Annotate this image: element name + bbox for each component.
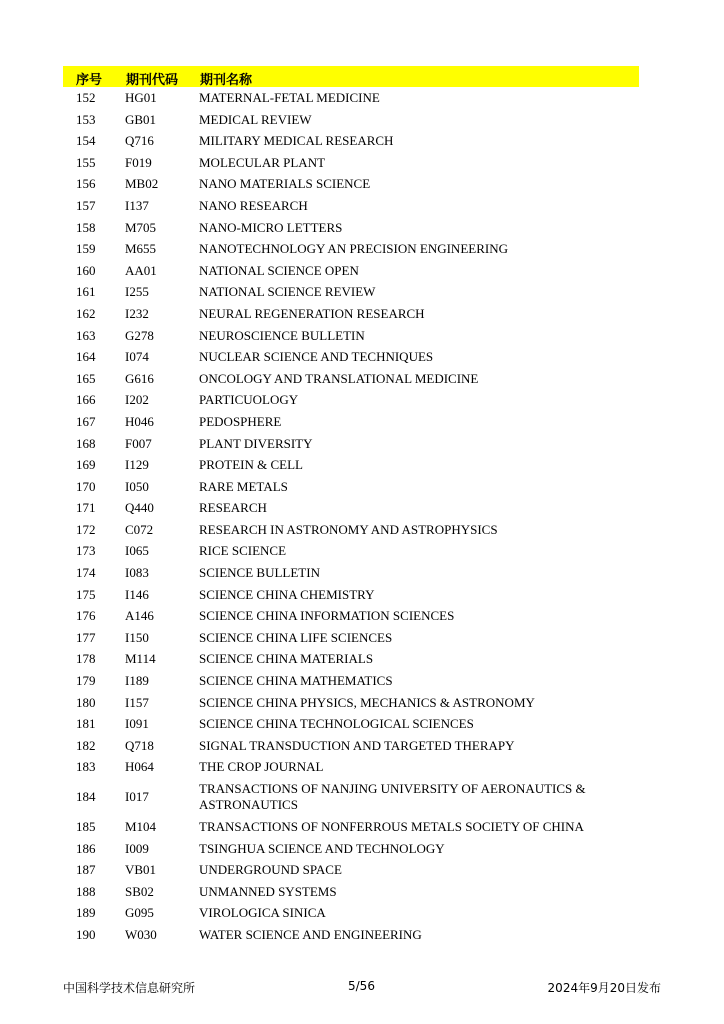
journal-name: SCIENCE CHINA MATERIALS — [199, 651, 374, 667]
page-footer — [63, 979, 661, 997]
row-number: 161 — [76, 284, 96, 300]
journal-name: TRANSACTIONS OF NONFERROUS METALS SOCIETY OF CHINA — [199, 819, 584, 834]
row-number: 177 — [76, 629, 96, 645]
table-row — [63, 713, 639, 735]
row-number: 173 — [76, 543, 96, 559]
row-number: 166 — [76, 392, 96, 408]
row-number: 155 — [76, 154, 96, 170]
journal-name: SCIENCE CHINA MATHEMATICS — [199, 673, 393, 689]
table-row — [63, 368, 639, 390]
journal-code: VB01 — [125, 862, 157, 878]
journal-code: HG01 — [125, 90, 157, 105]
table-row — [63, 540, 639, 562]
journal-name: NATIONAL SCIENCE REVIEW — [199, 284, 376, 300]
journal-name: RESEARCH IN ASTRONOMY AND ASTROPHYSICS — [199, 521, 498, 537]
journal-code: G616 — [125, 370, 154, 386]
journal-code: I255 — [125, 284, 149, 300]
journal-code: I017 — [125, 789, 149, 804]
journal-code: F019 — [125, 154, 152, 170]
journal-code: M114 — [125, 651, 156, 667]
row-number: 160 — [76, 262, 96, 278]
table-row — [63, 389, 639, 411]
journal-code: GB01 — [125, 111, 157, 127]
row-number: 156 — [76, 176, 96, 192]
row-number: 159 — [76, 241, 96, 257]
row-number: 162 — [76, 305, 96, 321]
journal-code: Q440 — [125, 500, 154, 516]
table-row — [63, 87, 639, 109]
journal-code: I146 — [125, 586, 149, 602]
journal-code: Q716 — [125, 133, 154, 149]
table-row — [63, 584, 639, 606]
row-number: 169 — [76, 457, 96, 473]
journal-name: SCIENCE CHINA INFORMATION SCIENCES — [199, 608, 455, 624]
footer-page-number: 5/56 — [348, 979, 375, 993]
table-row — [63, 497, 639, 519]
row-number: 154 — [76, 133, 96, 149]
journal-name: SCIENCE CHINA CHEMISTRY — [199, 586, 375, 602]
table-row — [63, 756, 639, 778]
table-row — [63, 627, 639, 649]
table-row — [63, 281, 639, 303]
journal-name: MILITARY MEDICAL RESEARCH — [199, 133, 394, 149]
journal-name: NANO-MICRO LETTERS — [199, 219, 343, 235]
journal-code: I050 — [125, 478, 149, 494]
journal-code: M104 — [125, 819, 157, 834]
journal-code: C072 — [125, 521, 154, 537]
row-number: 184 — [76, 789, 96, 804]
table-row — [63, 605, 639, 627]
row-number: 175 — [76, 586, 96, 602]
journal-name: PEDOSPHERE — [199, 413, 282, 429]
journal-code: H064 — [125, 759, 154, 775]
journal-name: PARTICUOLOGY — [199, 392, 299, 408]
journal-name: SCIENCE CHINA PHYSICS, MECHANICS & ASTRONOMY — [199, 694, 535, 710]
row-number: 188 — [76, 883, 96, 899]
journal-name: SCIENCE BULLETIN — [199, 565, 320, 581]
table-row — [63, 411, 639, 433]
journal-name: TRANSACTIONS OF NANJING UNIVERSITY OF AERONAUTICS & ASTRONAUTICS — [199, 781, 586, 812]
table-row — [63, 195, 639, 217]
row-number: 176 — [76, 608, 96, 624]
table-row — [63, 325, 639, 347]
journal-name: NUCLEAR SCIENCE AND TECHNIQUES — [199, 349, 434, 365]
journal-name: RARE METALS — [199, 478, 288, 494]
journal-table — [63, 66, 639, 946]
journal-name: RICE SCIENCE — [199, 543, 287, 559]
journal-name: VIROLOGICA SINICA — [199, 905, 326, 921]
row-number: 163 — [76, 327, 96, 343]
table-row — [63, 303, 639, 325]
row-number: 172 — [76, 521, 96, 537]
row-number: 171 — [76, 500, 96, 516]
journal-name: SCIENCE CHINA LIFE SCIENCES — [199, 629, 393, 645]
table-row — [63, 346, 639, 368]
journal-name: MOLECULAR PLANT — [199, 154, 326, 170]
row-number: 167 — [76, 413, 96, 429]
footer-publish-date: 2024年9月20日发布 — [547, 981, 661, 995]
table-row — [63, 816, 639, 838]
row-number: 174 — [76, 565, 96, 581]
journal-code: G278 — [125, 327, 154, 343]
journal-name: NEURAL REGENERATION RESEARCH — [199, 305, 425, 321]
journal-code: AA01 — [125, 262, 157, 278]
journal-code: H046 — [125, 413, 154, 429]
journal-code: I232 — [125, 305, 149, 321]
journal-name: MEDICAL REVIEW — [199, 111, 312, 127]
journal-code: F007 — [125, 435, 152, 451]
table-row — [63, 109, 639, 131]
journal-name: NATIONAL SCIENCE OPEN — [199, 262, 359, 278]
row-number: 181 — [76, 716, 96, 732]
table-row — [63, 778, 639, 816]
table-row — [63, 859, 639, 881]
journal-name: RESEARCH — [199, 500, 267, 516]
journal-code: M655 — [125, 241, 157, 257]
journal-code: I065 — [125, 543, 149, 559]
journal-name: TSINGHUA SCIENCE AND TECHNOLOGY — [199, 840, 445, 856]
row-number: 180 — [76, 694, 96, 710]
row-number: 189 — [76, 905, 96, 921]
table-row — [63, 519, 639, 541]
table-row — [63, 562, 639, 584]
journal-code: I091 — [125, 716, 149, 732]
row-number: 168 — [76, 435, 96, 451]
row-number: 164 — [76, 349, 96, 365]
table-row — [63, 260, 639, 282]
table-row — [63, 173, 639, 195]
journal-code: I157 — [125, 694, 149, 710]
table-row — [63, 692, 639, 714]
journal-code: I083 — [125, 565, 149, 581]
table-header — [63, 66, 639, 87]
journal-name: NANO MATERIALS SCIENCE — [199, 176, 371, 192]
table-row — [63, 454, 639, 476]
journal-code: I129 — [125, 457, 149, 473]
journal-code: I150 — [125, 629, 149, 645]
table-row — [63, 433, 639, 455]
table-row — [63, 130, 639, 152]
row-number: 190 — [76, 926, 96, 942]
row-number: 165 — [76, 370, 96, 386]
row-number: 187 — [76, 862, 96, 878]
journal-name: UNDERGROUND SPACE — [199, 862, 342, 878]
journal-name: WATER SCIENCE AND ENGINEERING — [199, 926, 422, 942]
row-number: 186 — [76, 840, 96, 856]
table-row — [63, 217, 639, 239]
row-number: 170 — [76, 478, 96, 494]
table-row — [63, 924, 639, 946]
row-number: 157 — [76, 197, 96, 213]
journal-name: NANOTECHNOLOGY AN PRECISION ENGINEERING — [199, 241, 508, 257]
row-number: 185 — [76, 819, 96, 834]
footer-organization: 中国科学技术信息研究所 — [63, 981, 196, 995]
journal-code: W030 — [125, 926, 157, 942]
journal-name: PROTEIN & CELL — [199, 457, 303, 473]
row-number: 152 — [76, 90, 96, 105]
journal-code: A146 — [125, 608, 154, 624]
table-row — [63, 238, 639, 260]
table-row — [63, 648, 639, 670]
journal-code: I137 — [125, 197, 149, 213]
table-body — [63, 87, 639, 946]
row-number: 178 — [76, 651, 96, 667]
header-journal-code: 期刊代码 — [126, 73, 179, 88]
table-row — [63, 902, 639, 924]
journal-code: I189 — [125, 673, 149, 689]
table-row — [63, 670, 639, 692]
journal-code: I202 — [125, 392, 149, 408]
row-number: 153 — [76, 111, 96, 127]
row-number: 182 — [76, 737, 96, 753]
journal-code: M705 — [125, 219, 157, 235]
journal-name: SIGNAL TRANSDUCTION AND TARGETED THERAPY — [199, 737, 515, 753]
journal-code: G095 — [125, 905, 154, 921]
journal-code: SB02 — [125, 883, 154, 899]
journal-name: MATERNAL-FETAL MEDICINE — [199, 90, 380, 105]
row-number: 158 — [76, 219, 96, 235]
table-row — [63, 476, 639, 498]
header-journal-name: 期刊名称 — [200, 73, 253, 88]
journal-name: THE CROP JOURNAL — [199, 759, 324, 775]
journal-name: PLANT DIVERSITY — [199, 435, 313, 451]
header-number: 序号 — [76, 73, 103, 88]
journal-code: Q718 — [125, 737, 154, 753]
table-row — [63, 881, 639, 903]
journal-code: I074 — [125, 349, 149, 365]
journal-code: I009 — [125, 840, 149, 856]
table-row — [63, 152, 639, 174]
journal-name: SCIENCE CHINA TECHNOLOGICAL SCIENCES — [199, 716, 474, 732]
journal-name: UNMANNED SYSTEMS — [199, 883, 337, 899]
journal-name: ONCOLOGY AND TRANSLATIONAL MEDICINE — [199, 370, 479, 386]
journal-code: MB02 — [125, 176, 159, 192]
row-number: 179 — [76, 673, 96, 689]
row-number: 183 — [76, 759, 96, 775]
journal-name: NANO RESEARCH — [199, 197, 308, 213]
journal-name: NEUROSCIENCE BULLETIN — [199, 327, 365, 343]
table-row — [63, 838, 639, 860]
table-row — [63, 735, 639, 757]
